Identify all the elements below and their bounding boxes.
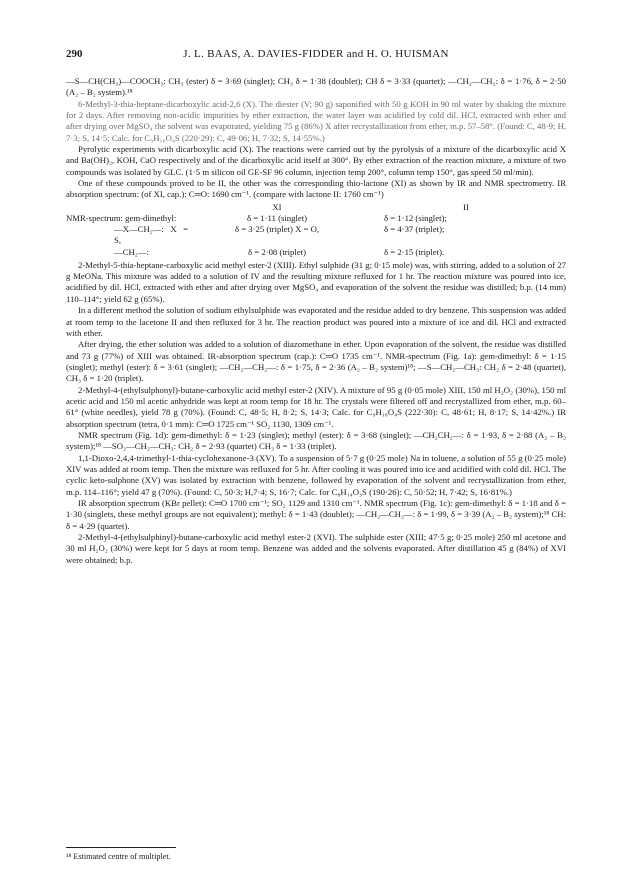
table-cell: δ = 3·25 (triplet) X = O, bbox=[234, 224, 320, 235]
table-header-cell bbox=[66, 202, 188, 213]
paragraph: 2-Methyl-5-thia-heptane-carboxylic acid methyl ester-2 (XIII). Ethyl sulphide (31 g; 0·15 mole) was, with stirring, added to a solution of 27 g MeONa. This mixture was added to a solution of IV and the resulting mixture refluxed for 1 hr. The reaction mixture was poured into ice, acidified by dil. HCl, extracted with ether and after drying over MgSO₄ and evaporation of the solvent the residue was distilled; b.p. (14 mm) 110–114°; yield 62 g (65%). bbox=[66, 259, 566, 304]
table-cell: δ = 1·12 (singlet); bbox=[384, 212, 447, 223]
paragraph: One of these compounds proved to be II, the other was the corresponding thio-lactone (XI) as shown by IR and NMR spectrometry. IR absorption spectrum: (of XI, cap.): C═O: 1690 cm⁻¹. (compare with lactone II: 1760 cm⁻¹) bbox=[66, 178, 566, 200]
table-cell: δ = 2·08 (triplet) bbox=[248, 246, 306, 257]
paragraph: After drying, the ether solution was added to a solution of diazomethane in ether. Upon evaporation of the solvent, the residue was distilled and 73 g (77%) of XIII was obtained. IR-absorption spectrum (cap.): C═O 1735 cm⁻¹. NMR-spectrum (Fig. 1a): gem-dimethyl: δ = 1·15 (singlet); methyl (ester): δ = 3·61 (singlet); —CH₂—CH₂—: δ = 1·75, δ = 2·36 (A₂ – B₂ system)¹⁸; —S—CH₂—CH₃: CH₂ δ = 2·48 (quartet), CH₃ δ = 1·20 (triplet). bbox=[66, 339, 566, 384]
page-number: 290 bbox=[66, 48, 83, 60]
running-header bbox=[66, 48, 566, 62]
table-cell: —X—CH₂—: X = S, bbox=[114, 224, 188, 246]
table-cell: δ = 2·15 (triplet). bbox=[384, 246, 445, 257]
paragraph: —S—CH(CH₃)—COOCH₃: CH₃ (ester) δ = 3·69 (singlet); CH₃ δ = 1·38 (doublet); CH δ = 3·33 (quartet); —CH₂—CH₂: δ = 1·76, δ = 2·50 (A₂ – B₂ system).¹⁸ bbox=[66, 76, 566, 98]
paragraph: 2-Methyl-4-(ethylsulphonyl)-butane-carboxylic acid methyl ester-2 (XIV). A mixture of 95 g (0·05 mole) XIII, 150 ml H₂O₂ (30%), 150 ml acetic acid and 150 ml acetic anhydride was kept at room temp for 18 hr. The crystals were filtered off and recrystallized from ether, m.p. 60–61° (white needles), yield 78 g (70%). (Found: C, 48·5; H, 8·2; S, 14·3; Calc. for C₉H₁₈O₄S (222·30): C, 48·61; H, 8·17; S, 14·42%.) IR absorption spectrum (tetra, 0·1 mm): C═O 1725 cm⁻¹ SO₂ 1130, 1309 cm⁻¹. bbox=[66, 384, 566, 429]
footnote: ¹⁸ Estimated centre of multiplet. bbox=[66, 852, 171, 861]
paragraph: IR absorption spectrum (KBr pellet): C═O 1700 cm⁻¹; SO₂ 1129 and 1310 cm⁻¹. NMR spectrum (Fig. 1c): gem-dimethyl: δ = 1·18 and δ = 1·30 (singlets, these methyl groups are not equivalent); methyl: δ = 1·43 (doublet); —CH₂—CH₂—: δ = 1·99, δ = 3·39 (A₂ – B₂ system);¹⁸ CH: δ = 4·29 (quartet). bbox=[66, 498, 566, 531]
article-body bbox=[66, 76, 566, 566]
author-header: J. L. BAAS, A. DAVIES-FIDDER and H. O. HUISMAN bbox=[183, 48, 449, 60]
nmr-comparison-table bbox=[66, 202, 566, 258]
table-cell: δ = 1·11 (singlet) bbox=[246, 212, 308, 223]
paragraph: Pyrolytic experiments with dicarboxylic acid (X). The reactions were carried out by the pyrolysis of a mixture of the dicarboxylic acid X and Ba(OH)₂, KOH, CaO respectively and of the dicarboxylic acid itself at 300°. By ether extraction of the reaction mixture, a mixture of two compounds was isolated by GLC. (1·5 m silicon oil GE-SF 96 column, injection temp 200°, column temp 150°, gas speed 50 ml/min). bbox=[66, 144, 566, 177]
table-cell: —CH₂—: bbox=[114, 246, 149, 257]
paragraph: In a different method the solution of sodium ethylsulphide was evaporated and the residue added to dry benzene. This suspension was added at room temp to the lacetone II and then refluxed for 3 hr. The reaction product was poured into a mixture of ice and dil. HCl and extracted with ether. bbox=[66, 305, 566, 338]
table-header-cell: XI bbox=[272, 201, 282, 212]
footnote-divider bbox=[66, 847, 176, 848]
table-cell: δ = 4·37 (triplet); bbox=[384, 224, 445, 235]
paragraph: NMR spectrum (Fig. 1d): gem-dimethyl: δ = 1·23 (singlet); methyl (ester): δ = 3·68 (singlet); —CH₂CH₂—: δ = 1·93, δ = 2·88 (A₂ – B₂ system);¹⁸ —SO₂—CH₂—CH₃: CH₂ δ = 2·93 (quartet) CH₃ δ = 1·33 (triplet). bbox=[66, 429, 566, 452]
paragraph: 6-Methyl-3-thia-heptane-dicarboxylic acid-2,6 (X). The diester (V; 90 g) saponified with 50 g KOH in 90 ml water by shaking the mixture for 2 days. After removing non-acidic impurities by ether extraction, the water layer was acidified by cold dil. HCl, extracted with ether and after drying over MgSO₄ the solvent was evaporated, yielding 75 g (86%) X after recrystallization from ether, m.p. 57–58°. (Found: C, 48·9; H, 7·3; S, 14·5; Calc. for C₉H₁₆O₄S (220·29): C, 49·06; H, 7·32; S, 14·55%.) bbox=[66, 98, 567, 143]
table-cell: NMR-spectrum: gem-dimethyl: bbox=[66, 212, 177, 223]
table-header-cell: II bbox=[463, 201, 469, 212]
paragraph: 2-Methyl-4-(ethylsulphinyl)-butane-carboxylic acid methyl ester-2 (XVI). The sulphide ester (XIII; 47·5 g; 0·25 mole) 250 ml acetone and 30 ml H₂O₂ (30%) were kept for 5 days at room temp. Benzene was added and the solvents evaporated. After distillation 45 g (84%) of XVI were obtained; b.p. bbox=[66, 532, 566, 565]
paragraph: 1,1-Dioxo-2,4,4-trimethyl-1-thia-cyclohexanone-3 (XV). To a suspension of 5·7 g (0·25 mole) Na in toluene, a solution of 55 g (0·25 mole) XIV was added at room temp. Then the mixture was refluxed for 5 hr. After cooling it was poured into ice and acidified with cold dil. HCl. The cyclic keto-sulphone (XV) was isolated by extraction with benzene, followed by evaporation of the solvent and recrystallization from ether, m.p. 114–116°; yield 47 g (70%). (Found: C, 50·3; H,7·4; S, 16·7; Calc. for C₈H₁₄O₃S (190·26): C, 50·52; H, 7·42; S, 16·81%.) bbox=[66, 452, 566, 497]
